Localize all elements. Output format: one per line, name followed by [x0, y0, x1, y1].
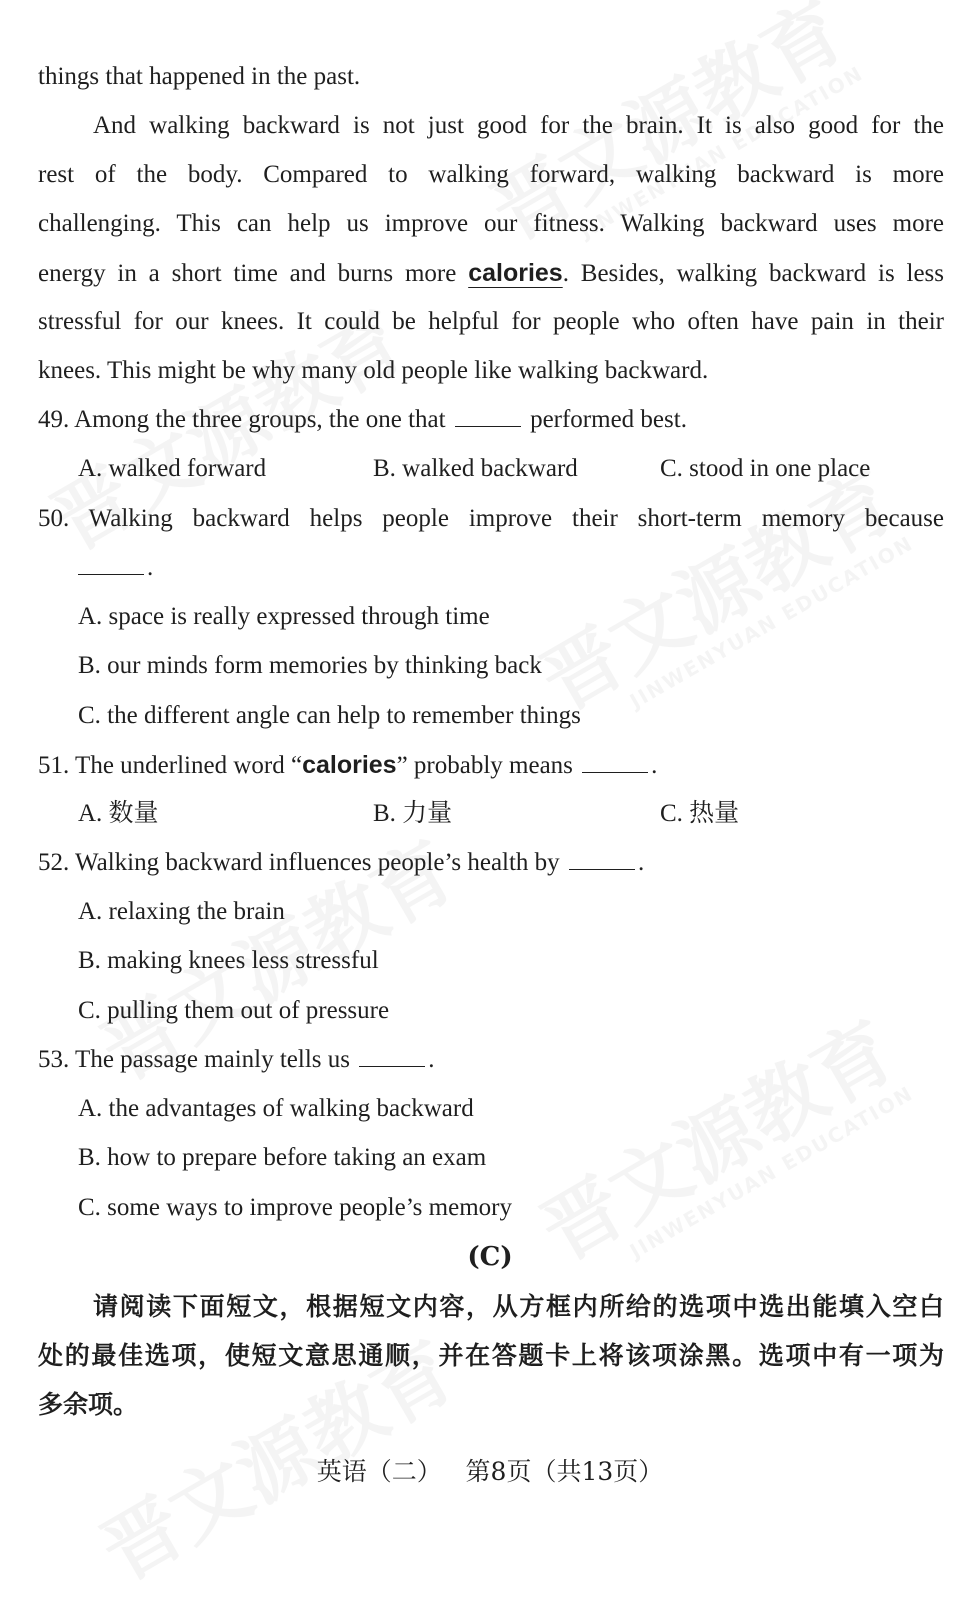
answer-blank — [455, 406, 521, 427]
question-50-option-a: A. space is really expressed through time — [78, 603, 490, 630]
watermark-sub — [626, 531, 918, 713]
section-c-heading: (C) — [467, 1242, 513, 1272]
section-c-instruction-line: 处的最佳选项，使短文意思通顺，并在答题卡上将该项涂黑。选项中有一项为 — [38, 1341, 944, 1370]
answer-blank — [359, 1046, 425, 1067]
passage-line: stressful for our knees. It could be helpful for people who often have pain in their — [38, 308, 944, 335]
question-text: 52. Walking backward influences people’s health by — [38, 849, 560, 876]
question-keyword: calories — [302, 751, 397, 779]
question-52-option-c: C. pulling them out of pressure — [78, 997, 390, 1024]
question-49-option-c: C. stood in one place — [660, 455, 871, 482]
question-51-option-a: A. 数量 — [78, 800, 159, 827]
question-51-option-b: B. 力量 — [373, 800, 453, 827]
question-text: 49. Among the three groups, the one that — [38, 406, 446, 433]
question-53-stem — [38, 1045, 435, 1075]
question-text: . — [651, 752, 658, 779]
section-c-instruction-line: 请阅读下面短文，根据短文内容，从方框内所给的选项中选出能填入空白 — [93, 1292, 944, 1321]
answer-blank — [78, 554, 144, 575]
passage-line — [38, 258, 944, 289]
question-52-option-a: A. relaxing the brain — [78, 898, 285, 925]
question-50-blank — [78, 553, 153, 583]
passage-text: energy in a short time and burns more — [38, 260, 469, 287]
question-text: . — [428, 1046, 435, 1073]
passage-line: things that happened in the past. — [38, 63, 361, 90]
passage-line: challenging. This can help us improve our fitness. Walking backward uses more — [38, 210, 944, 237]
question-text: . — [147, 554, 154, 581]
answer-blank — [582, 752, 648, 773]
question-53-option-b: B. how to prepare before taking an exam — [78, 1144, 487, 1171]
question-49-stem — [38, 405, 687, 435]
question-52-stem — [38, 848, 644, 878]
passage-text: . Besides, walking backward is less — [562, 260, 944, 287]
page-footer: 英语（二） 第8页（共13页） — [316, 1457, 664, 1486]
watermark — [518, 990, 912, 1282]
question-53-option-a: A. the advantages of walking backward — [78, 1095, 474, 1122]
answer-blank — [569, 849, 635, 870]
question-text: performed best. — [530, 406, 687, 433]
passage-line: knees. This might be why many old people like walking backward. — [38, 357, 709, 384]
question-51-stem — [38, 750, 657, 781]
question-52-option-b: B. making knees less stressful — [78, 947, 379, 974]
question-50-option-b: B. our minds form memories by thinking back — [78, 652, 542, 679]
question-text: ” probably means — [396, 752, 573, 779]
passage-line: rest of the body. Compared to walking forward, walking backward is more — [38, 161, 944, 188]
question-text: . — [637, 849, 645, 876]
section-c-instruction-line: 多余项。 — [38, 1390, 139, 1419]
question-50-option-c: C. the different angle can help to remember things — [78, 702, 581, 729]
question-text: 51. The underlined word “ — [38, 752, 303, 779]
question-49-option-b: B. walked backward — [373, 455, 578, 482]
question-50-stem: 50. Walking backward helps people improve their short-term memory because — [38, 505, 944, 532]
question-49-option-a: A. walked forward — [78, 455, 267, 482]
question-53-option-c: C. some ways to improve people’s memory — [78, 1194, 512, 1221]
question-text: 53. The passage mainly tells us — [38, 1046, 350, 1073]
watermark-sub — [626, 1081, 918, 1263]
underlined-word-calories: calories — [468, 259, 563, 287]
passage-line: And walking backward is not just good for the brain. It is also good for the — [93, 112, 944, 139]
question-51-option-c: C. 热量 — [660, 800, 740, 827]
